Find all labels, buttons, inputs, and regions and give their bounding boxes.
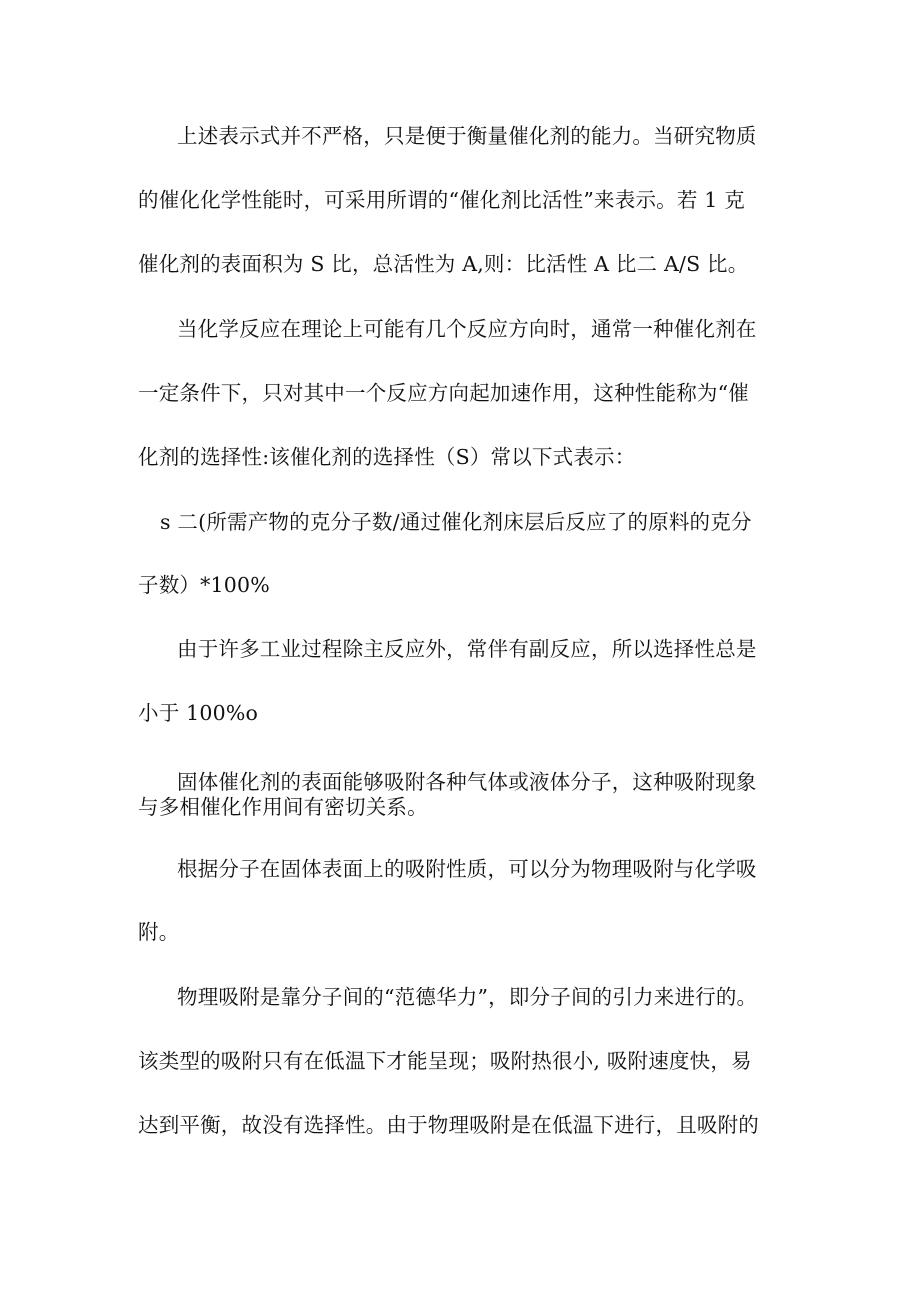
paragraph-5-line-2: 附。 xyxy=(138,920,180,944)
paragraph-6-line-1: 物理吸附是靠分子间的“范德华力”，即分子间的引力来进行的。 xyxy=(177,985,758,1009)
paragraph-4-line-2: 与多相催化作用间有密切关系。 xyxy=(138,795,428,819)
paragraph-6-line-3: 达到平衡，故没有选择性。由于物理吸附是在低温下进行，且吸附的 xyxy=(138,1113,759,1137)
paragraph-4-line-1: 固体催化剂的表面能够吸附各种气体或液体分子，这种吸附现象 xyxy=(177,770,757,794)
paragraph-6-line-2: 该类型的吸附只有在低温下才能呈现；吸附热很小, 吸附速度快，易 xyxy=(138,1049,752,1073)
paragraph-2-line-1: 当化学反应在理论上可能有几个反应方向时，通常一种催化剂在 xyxy=(177,317,757,341)
formula-line-1: s 二(所需产物的克分子数/通过催化剂床层后反应了的原料的克分 xyxy=(160,510,752,534)
paragraph-1-line-2: 的催化化学性能时，可采用所谓的“催化剂比活性”来表示。若 1 克 xyxy=(138,188,745,212)
paragraph-5-line-1: 根据分子在固体表面上的吸附性质，可以分为物理吸附与化学吸 xyxy=(177,857,757,881)
paragraph-2-line-2: 一定条件下，只对其中一个反应方向起加速作用，这种性能称为“催 xyxy=(138,381,749,405)
paragraph-2-line-3: 化剂的选择性:该催化剂的选择性（S）常以下式表示： xyxy=(138,445,636,469)
paragraph-1-line-3: 催化剂的表面积为 S 比，总活性为 A,则：比活性 A 比二 A/S 比。 xyxy=(138,252,749,276)
paragraph-1-line-1: 上述表示式并不严格，只是便于衡量催化剂的能力。当研究物质 xyxy=(177,124,757,148)
paragraph-3-line-2: 小于 100%o xyxy=(138,701,259,725)
formula-line-2: 子数）*100% xyxy=(138,573,270,597)
paragraph-3-line-1: 由于许多工业过程除主反应外，常伴有副反应，所以选择性总是 xyxy=(177,637,757,661)
